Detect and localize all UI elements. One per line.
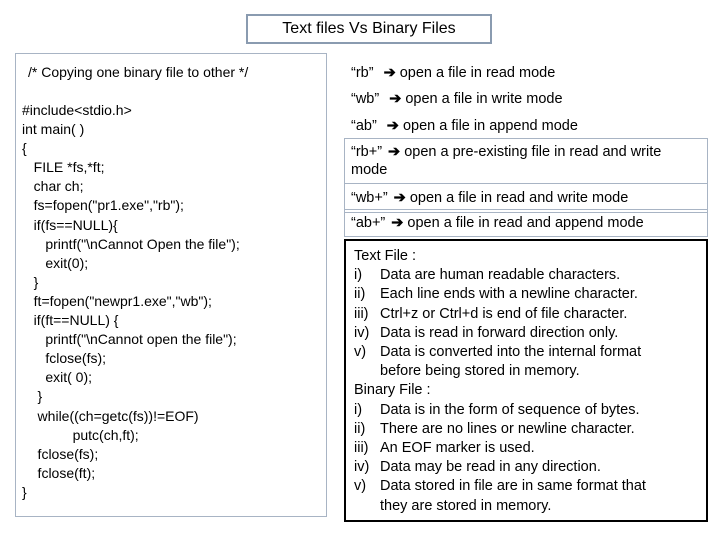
list-item-text: Data is converted into the internal format [380,344,642,361]
list-item-text: Data are human readable characters. [380,267,621,284]
mode-code: “ab” [351,118,377,134]
list-item-text: Ctrl+z or Ctrl+d is end of file character. [380,305,628,322]
list-item-number: i) [354,267,363,284]
text-file-list [354,266,698,381]
mode-description: open a file in write mode [405,91,563,107]
list-item-number: v) [354,344,367,361]
list-item [354,285,698,304]
list-item [354,439,698,458]
code-line: fclose(fs); [22,350,107,367]
code-line: putc(ch,ft); [22,426,139,443]
list-item-number: ii) [354,286,366,303]
list-item-text: Data is read in forward direction only. [380,324,619,341]
list-item-number: iv) [354,324,370,341]
mode-code: “wb” [351,91,380,107]
code-line: while((ch=getc(fs))!=EOF) [22,407,199,424]
list-item-number: iv) [354,459,370,476]
list-item [354,266,698,285]
code-line: if(fs==NULL){ [22,216,118,233]
list-item-text: There are no lines or newline character. [380,420,635,437]
mode-code: “wb+” [351,190,388,206]
code-line: } [22,388,43,405]
list-item-continuation: they are stored in memory. [380,497,552,514]
list-item-number: iii) [354,305,369,322]
code-line: printf("\nCannot open the file"); [22,331,237,348]
mode-code: “rb+” [351,144,383,160]
right-arrow-icon: ➔ [388,144,401,160]
list-item-number: iii) [354,440,369,457]
right-arrow-icon: ➔ [389,91,402,107]
code-line: printf("\nCannot Open the file"); [22,235,240,252]
code-line: exit(0); [22,254,89,271]
code-block [22,101,240,502]
right-arrow-icon: ➔ [383,65,396,81]
list-item [354,458,698,477]
list-item [354,420,698,439]
list-item-text: Data is in the form of sequence of bytes. [380,401,640,418]
mode-code: “ab+” [351,215,386,231]
code-comment: /* Copying one binary file to other */ [28,64,249,80]
code-line: char ch; [22,178,84,195]
list-item [354,477,698,496]
code-line: #include<stdio.h> [22,102,132,118]
mode-description: open a pre-existing file in read and write mode [351,144,662,178]
right-arrow-icon: ➔ [386,118,399,134]
slide-title [246,14,492,44]
list-item-text: Data stored in file are in same format that [380,478,646,495]
list-item [354,401,698,420]
list-item-text: Data may be read in any direction. [380,459,601,476]
file-mode-item [344,84,620,114]
mode-description: open a file in append mode [402,118,578,134]
list-item-number: i) [354,401,363,418]
code-line: fclose(ft); [22,464,96,481]
right-arrow-icon: ➔ [391,215,404,231]
mode-description: open a file in read and write mode [409,190,629,206]
slide-title-text: Text files Vs Binary Files [282,20,456,37]
code-line: int main( ) [22,121,85,138]
code-line: { [22,140,27,157]
code-line: ft=fopen("newpr1.exe","wb"); [22,292,212,309]
binary-file-list [354,401,698,516]
list-item-number: ii) [354,420,366,437]
code-line: exit( 0); [22,369,93,386]
list-item [354,305,698,324]
text-file-heading: Text File : [354,248,417,264]
list-item-number: v) [354,478,367,495]
file-mode-item [344,209,708,237]
code-line: } [22,483,27,500]
comparison-panel [344,239,708,522]
list-item [354,324,698,343]
binary-file-heading: Binary File : [354,382,431,399]
list-item-text: Each line ends with a newline character. [380,286,638,303]
list-item [354,343,698,362]
code-line: fclose(fs); [22,445,99,462]
file-mode-item [344,111,642,141]
code-line: } [22,273,39,290]
list-item-continuation: before being stored in memory. [380,363,580,380]
mode-description: open a file in read and append mode [407,215,644,231]
mode-description: open a file in read mode [399,65,556,81]
list-item-text: An EOF marker is used. [380,440,535,457]
right-arrow-icon: ➔ [393,190,406,206]
code-line: FILE *fs,*ft; [22,159,105,176]
code-line: if(ft==NULL) { [22,312,119,329]
mode-code: “rb” [351,65,374,81]
file-mode-item [344,138,708,184]
code-line: fs=fopen("pr1.exe","rb"); [22,197,184,214]
